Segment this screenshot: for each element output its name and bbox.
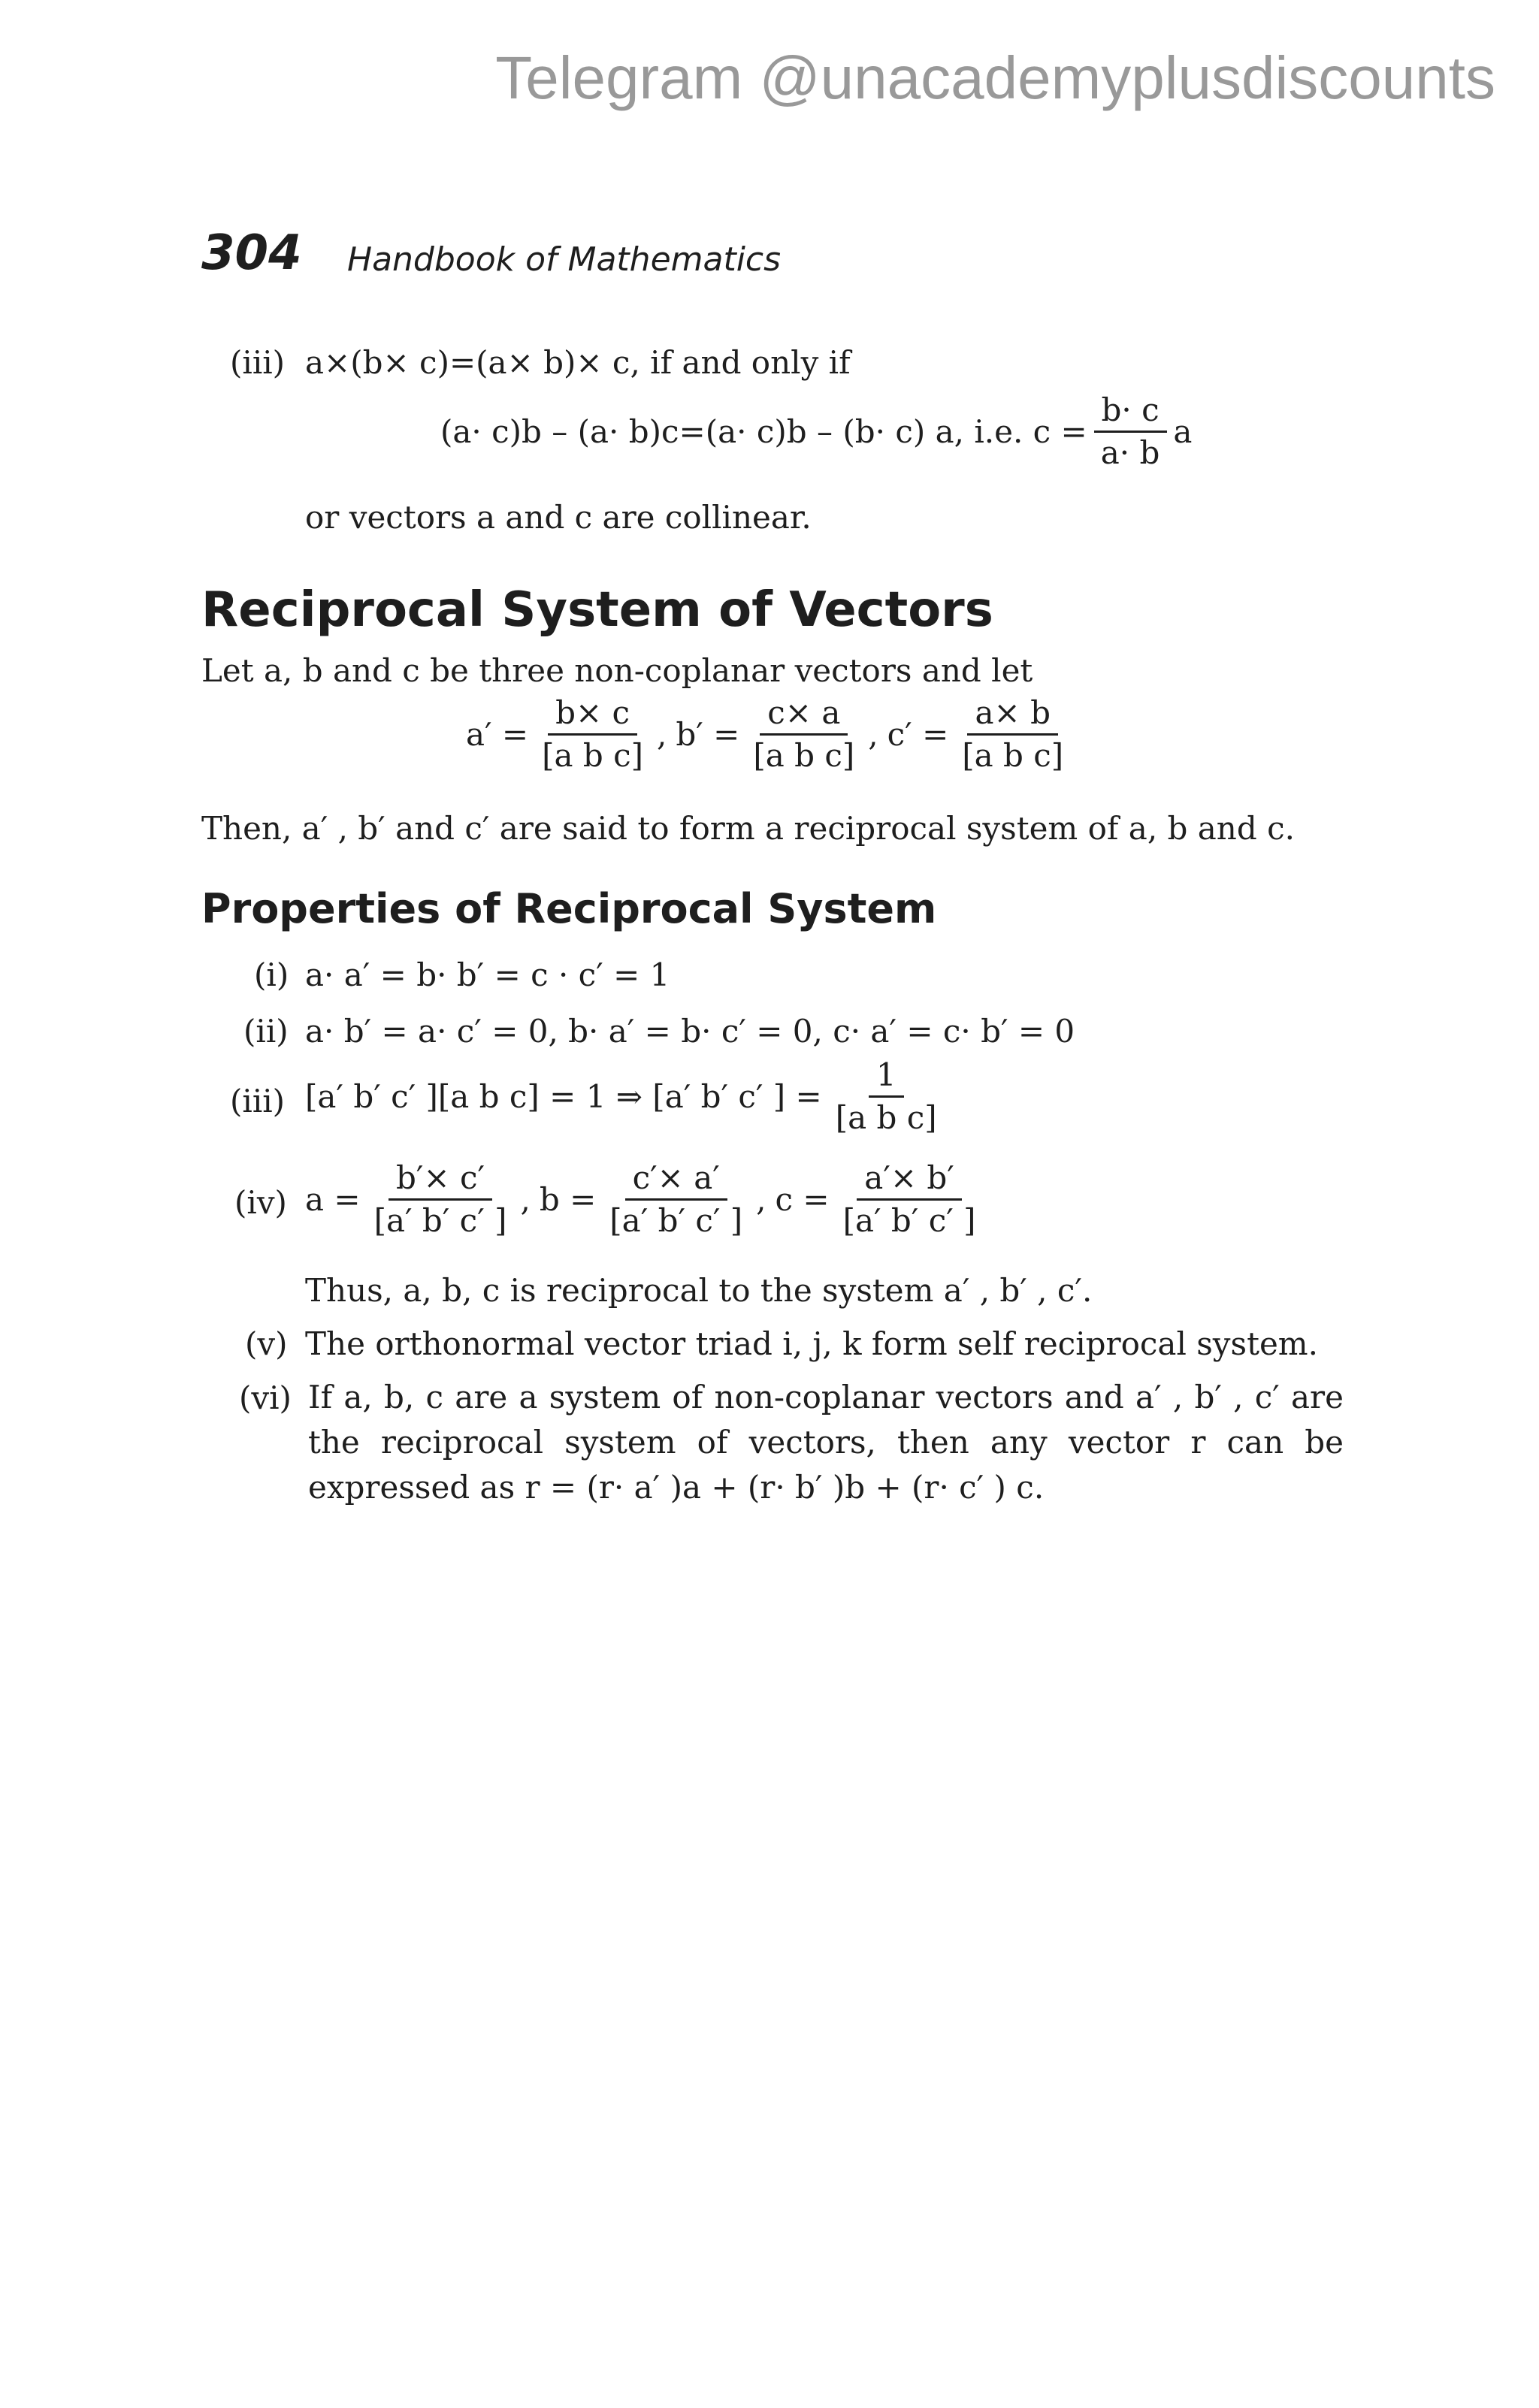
item-label: (iii) xyxy=(230,344,286,381)
def-a-fraction xyxy=(534,694,651,774)
prop-iv-a-num: b′× c′ xyxy=(389,1162,492,1201)
prop-iv-c-fraction xyxy=(836,1159,984,1239)
intro-text: Let a, b and c be three non-coplanar vectors and let xyxy=(201,652,1033,689)
def-c-num: a× b xyxy=(967,697,1057,736)
def-c-den: [a b c] xyxy=(962,737,1064,774)
property-iii-text: [a′ b′ c′ ][a b c] = 1 ⇒ [a′ b′ c′ ] = xyxy=(305,1077,822,1115)
property-iv-tail: Thus, a, b, c is reciprocal to the system a′ , b′ , c′. xyxy=(305,1272,1093,1309)
prop-iv-b-lhs: b = xyxy=(539,1180,597,1218)
book-title: Handbook of Mathematics xyxy=(347,240,782,279)
section-heading-reciprocal: Reciprocal System of Vectors xyxy=(201,582,993,638)
def-a-sep: , xyxy=(657,715,667,753)
watermark: Telegram @unacademyplusdiscounts xyxy=(495,44,1495,111)
def-a-num: b× c xyxy=(548,697,637,736)
collinear-note: or vectors a and c are collinear. xyxy=(305,499,812,536)
property-iii-num: 1 xyxy=(869,1059,904,1098)
property-label: (v) xyxy=(245,1325,288,1362)
prop-iv-b-num: c′× a′ xyxy=(625,1162,727,1201)
prop-iv-a-den: [a′ b′ c′ ] xyxy=(373,1202,507,1239)
def-b-lhs: b′ = xyxy=(676,715,740,753)
prop-iv-a-lhs: a = xyxy=(305,1180,361,1218)
def-b-fraction xyxy=(745,694,862,774)
property-label: (i) xyxy=(254,956,289,993)
def-b-num: c× a xyxy=(760,697,848,736)
prop-iv-b-fraction xyxy=(602,1159,750,1239)
prop-iv-b-sep: , xyxy=(756,1180,766,1218)
def-a-lhs: a′ = xyxy=(466,715,529,753)
section-heading-properties: Properties of Reciprocal System xyxy=(201,885,937,932)
property-label: (iii) xyxy=(230,1083,286,1119)
conclusion-text: Then, a′ , b′ and c′ are said to form a reciprocal system of a, b and c. xyxy=(201,810,1295,847)
condition-left: (a· c)b – (a· b)c=(a· c)b – (b· c) a, i.e. c = xyxy=(440,412,1087,450)
property-iii-den: [a b c] xyxy=(835,1099,937,1136)
def-b-sep: , xyxy=(868,715,878,753)
property-label: (vi) xyxy=(239,1379,292,1416)
prop-iv-c-num: a′× b′ xyxy=(857,1162,962,1201)
prop-iv-c-lhs: c = xyxy=(775,1180,830,1218)
def-a-den: [a b c] xyxy=(542,737,644,774)
prop-iv-a-sep: , xyxy=(520,1180,531,1218)
property-vi: If a, b, c are a system of non-coplanar vectors and a′ , b′ , c′ are the reciprocal system of vectors, then any vector r can be expressed as r = (r· a′ )a + (r· b′ )b + (r· c′ ) c. xyxy=(308,1379,1344,1506)
prop-iv-c-den: [a′ b′ c′ ] xyxy=(842,1202,976,1239)
property-iii-fraction xyxy=(828,1056,945,1136)
def-c-lhs: c′ = xyxy=(887,715,949,753)
property-iii xyxy=(305,1056,951,1136)
cross-product-identity: a×(b× c)=(a× b)× c, if and only if xyxy=(305,344,851,381)
fraction-numerator: b· c xyxy=(1094,394,1167,433)
condition-fraction xyxy=(1093,391,1168,471)
page-number: 304 xyxy=(201,225,302,281)
reciprocal-definitions xyxy=(466,694,1077,774)
def-c-fraction xyxy=(954,694,1071,774)
property-ii: a· b′ = a· c′ = 0, b· a′ = b· c′ = 0, c· a′ = c· b′ = 0 xyxy=(305,1013,1075,1050)
property-label: (ii) xyxy=(243,1013,289,1050)
property-v: The orthonormal vector triad i, j, k form self reciprocal system. xyxy=(305,1325,1318,1362)
property-iv xyxy=(305,1159,990,1239)
def-b-den: [a b c] xyxy=(753,737,855,774)
collinear-condition xyxy=(440,391,1193,471)
property-label: (iv) xyxy=(234,1184,287,1221)
condition-after: a xyxy=(1173,412,1193,450)
prop-iv-b-den: [a′ b′ c′ ] xyxy=(609,1202,743,1239)
prop-iv-a-fraction xyxy=(367,1159,515,1239)
fraction-denominator: a· b xyxy=(1100,434,1160,471)
property-i: a· a′ = b· b′ = c · c′ = 1 xyxy=(305,956,670,993)
